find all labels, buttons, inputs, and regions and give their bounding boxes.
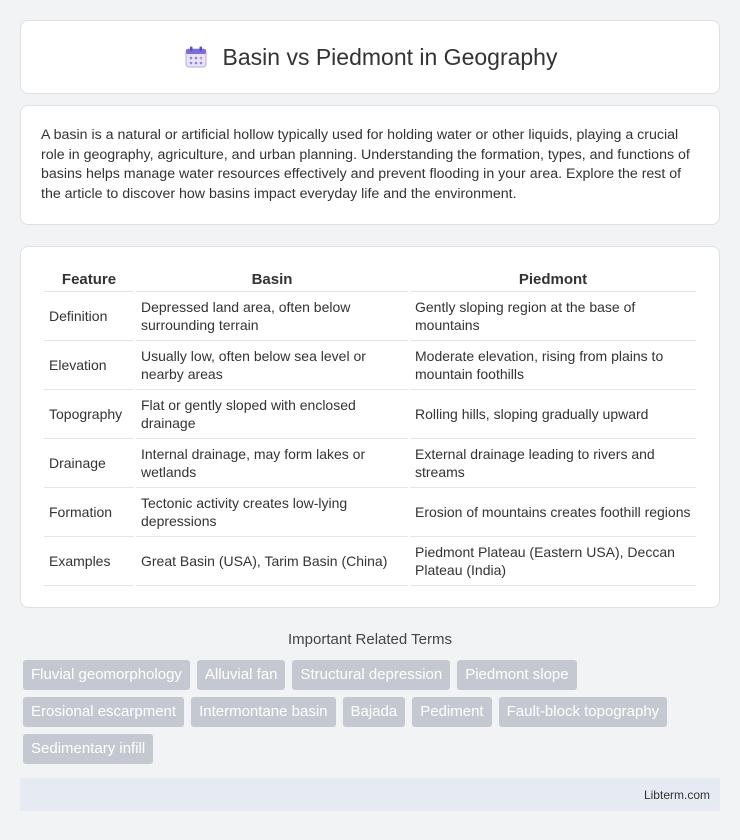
basin-cell: Internal drainage, may form lakes or wetlands: [136, 439, 408, 488]
header-basin: Basin: [136, 265, 408, 292]
comparison-card: [20, 246, 720, 608]
table-row: [44, 390, 696, 439]
footer: [20, 778, 720, 811]
table-row: [44, 439, 696, 488]
term-tag[interactable]: Piedmont slope: [457, 660, 576, 690]
table-header-row: [44, 265, 696, 292]
feature-cell: Topography: [44, 390, 134, 439]
piedmont-cell: Gently sloping region at the base of mountains: [410, 292, 696, 341]
intro-card: [20, 105, 720, 225]
term-tag[interactable]: Bajada: [343, 697, 406, 727]
term-tag[interactable]: Pediment: [412, 697, 491, 727]
comparison-table: [42, 265, 698, 586]
table-row: [44, 341, 696, 390]
basin-cell: Great Basin (USA), Tarim Basin (China): [136, 537, 408, 586]
piedmont-cell: Piedmont Plateau (Eastern USA), Deccan Plateau (India): [410, 537, 696, 586]
term-tag[interactable]: Erosional escarpment: [23, 697, 184, 727]
table-row: [44, 537, 696, 586]
feature-cell: Examples: [44, 537, 134, 586]
term-tag[interactable]: Sedimentary infill: [23, 734, 153, 764]
feature-cell: Drainage: [44, 439, 134, 488]
calendar-icon: [183, 44, 209, 70]
piedmont-cell: External drainage leading to rivers and streams: [410, 439, 696, 488]
table-row: [44, 292, 696, 341]
term-tag[interactable]: Intermontane basin: [191, 697, 335, 727]
footer-site-link[interactable]: Libterm.com: [643, 787, 710, 802]
piedmont-cell: Rolling hills, sloping gradually upward: [410, 390, 696, 439]
table-row: [44, 488, 696, 537]
header-piedmont: Piedmont: [410, 265, 696, 292]
header-feature: Feature: [44, 265, 134, 292]
page-title: Basin vs Piedmont in Geography: [222, 43, 558, 70]
basin-cell: Flat or gently sloped with enclosed drainage: [136, 390, 408, 439]
term-tag[interactable]: Alluvial fan: [197, 660, 286, 690]
feature-cell: Formation: [44, 488, 134, 537]
term-tag[interactable]: Structural depression: [292, 660, 450, 690]
feature-cell: Definition: [44, 292, 134, 341]
term-tag[interactable]: Fault-block topography: [499, 697, 668, 727]
term-tag[interactable]: Fluvial geomorphology: [23, 660, 190, 690]
related-terms-list: [20, 660, 720, 764]
basin-cell: Depressed land area, often below surrounding terrain: [136, 292, 408, 341]
feature-cell: Elevation: [44, 341, 134, 390]
intro-text: A basin is a natural or artificial hollow typically used for holding water or other liquids, playing a crucial role in geography, agriculture, and urban planning. Understanding the formation, types, and functions of basins helps manage water resources effectively and prevent flooding in your area. Explore the rest of the article to discover how basins impact everyday life and the environment.: [41, 127, 690, 202]
related-terms-title: Important Related Terms: [288, 631, 452, 648]
basin-cell: Tectonic activity creates low-lying depressions: [136, 488, 408, 537]
piedmont-cell: Erosion of mountains creates foothill regions: [410, 488, 696, 537]
header-card: [20, 20, 720, 94]
basin-cell: Usually low, often below sea level or nearby areas: [136, 341, 408, 390]
piedmont-cell: Moderate elevation, rising from plains to mountain foothills: [410, 341, 696, 390]
